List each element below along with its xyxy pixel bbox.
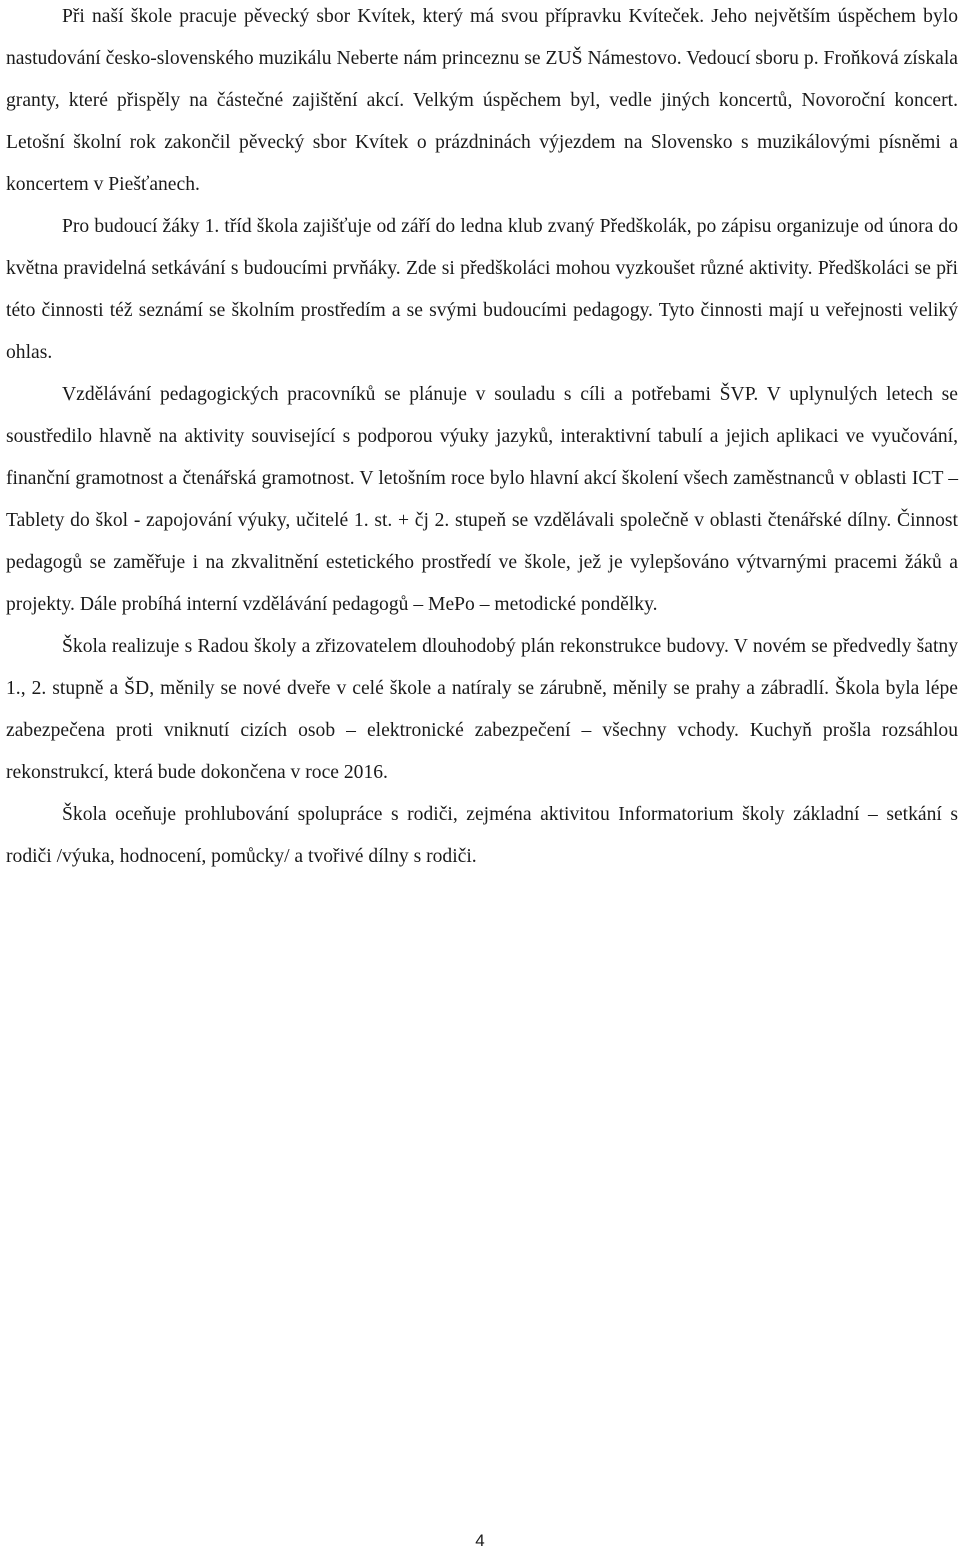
page-number: 4 <box>475 1531 485 1550</box>
paragraph-preschool: Pro budoucí žáky 1. tříd škola zajišťuje od září do ledna klub zvaný Předškolák, po zápisu organizuje od února do května pravidelná setkávání s budoucími prvňáky. Zde si předškoláci mohou vyzkoušet různé aktivity. Předškoláci se při této činnosti též seznámí se školním prostředím a se svými budoucími pedagogy. Tyto činnosti mají u veřejnosti veliký ohlas. <box>6 216 958 363</box>
paragraph-parents-cooperation: Škola oceňuje prohlubování spolupráce s rodiči, zejména aktivitou Informatorium školy základní – setkání s rodiči /výuka, hodnocení, pomůcky/ a tvořivé dílny s rodiči. <box>6 804 958 867</box>
paragraph-teacher-training: Vzdělávání pedagogických pracovníků se plánuje v souladu s cíli a potřebami ŠVP. V uplynulých letech se soustředilo hlavně na aktivity související s podporou výuky jazyků, interaktivní tabulí a jejich aplikaci ve vyučování, finanční gramotnost a čtenářská gramotnost. V letošním roce bylo hlavní akcí školení všech zaměstnanců v oblasti ICT – Tablety do škol - zapojování výuky, učitelé 1. st. + čj 2. stupeň se vzdělávali společně v oblasti čtenářské dílny. Činnost pedagogů se zaměřuje i na zkvalitnění estetického prostředí ve škole, jež je vylepšováno výtvarnými pracemi žáků a projekty. Dále probíhá interní vzdělávání pedagogů – MePo – metodické pondělky. <box>6 384 958 615</box>
paragraph-choir: Při naší škole pracuje pěvecký sbor Kvítek, který má svou přípravku Kvíteček. Jeho největším úspěchem bylo nastudování česko-slovenského muzikálu Neberte nám princeznu se ZUŠ Námestovo. Vedoucí sboru p. Froňková získala granty, které přispěly na částečné zajištění akcí. Velkým úspěchem byl, vedle jiných koncertů, Novoroční koncert. Letošní školní rok zakončil pěvecký sbor Kvítek o prázdninách výjezdem na Slovensko s muzikálovými písněmi a koncertem v Piešťanech. <box>6 6 958 195</box>
paragraph-reconstruction: Škola realizuje s Radou školy a zřizovatelem dlouhodobý plán rekonstrukce budovy. V novém se předvedly šatny 1., 2. stupně a ŠD, měnily se nové dveře v celé škole a natíraly se zárubně, měnily se prahy a zábradlí. Škola byla lépe zabezpečena proti vniknutí cizích osob – elektronické zabezpečení – všechny vchody. Kuchyň prošla rozsáhlou rekonstrukcí, která bude dokončena v roce 2016. <box>6 636 958 783</box>
document-body <box>6 0 958 878</box>
